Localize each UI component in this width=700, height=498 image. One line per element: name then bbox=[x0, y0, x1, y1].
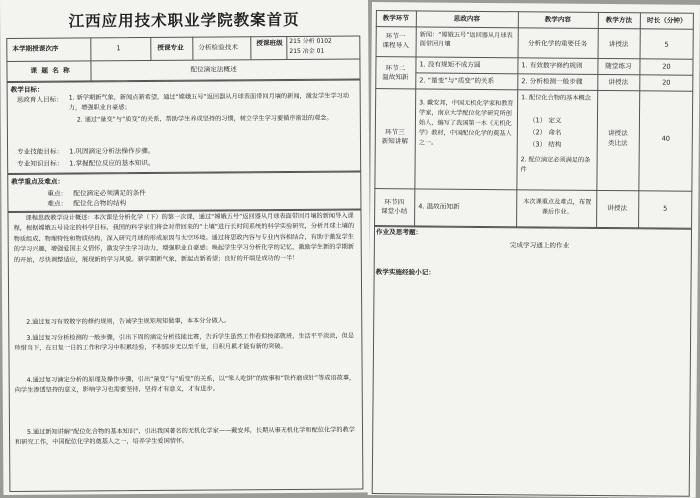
skill-label: 专业技能目标： bbox=[17, 147, 64, 156]
design-paragraph-5: 5.通过新知讲解“配位化合物的基本知识”，引出我国著名的无机化学家——戴安邦，长期从事无机化学和配位化学的教学和研究工作，中国配位化学的奠基人之一，培养学生爱国情怀。 bbox=[15, 426, 355, 447]
key-points-heading: 教学重点及难点： bbox=[11, 177, 65, 186]
header-stage: 教学环节 bbox=[382, 14, 410, 23]
design-paragraph-3: 3.通过复习分析检测的一般步骤，引出下周的滴定分析技能比赛，告诉学生虽然工作看似按部就班，生活平平淡淡，但是珍惜当下，在日复一日的工作和学习中积累经验，不积跬步无以至千里，日积月累才能有新的突破。 bbox=[14, 332, 355, 353]
knowledge-label: 专业知识目标： bbox=[17, 159, 64, 168]
row1-duration: 5 bbox=[664, 40, 669, 49]
row4-method: 讲授法 bbox=[607, 204, 628, 213]
row3-content-item-1: （1） 定义 bbox=[528, 116, 562, 125]
row3-content-title: 1. 配位化合物的基本概念 bbox=[521, 94, 591, 102]
row2-stage: 环节二 温故知新 bbox=[382, 64, 409, 82]
row4-stage: 环节四 课堂小结 bbox=[380, 198, 408, 216]
row2-method-1: 随堂练习 bbox=[605, 62, 632, 71]
row1-method: 讲授法 bbox=[608, 40, 629, 49]
row4-content: 本次课重点及难点，布置课后作业。 bbox=[523, 198, 592, 216]
row1-stage: 环节一 课程导入 bbox=[382, 32, 409, 50]
row2-duration-1: 20 bbox=[662, 62, 671, 71]
design-paragraph-4: 4.通过复习滴定分析的原理及操作步骤，引出“量变”与“质变”的关系，以“笨人吃饼”的故事和“铁杵磨成针”等成语故事，向学生渗透坚持的意义，影响学习也需要坚持，坚持才有意义，才有进步。 bbox=[14, 374, 356, 395]
design-paragraph-1: 课程思政教学设计概述：本次课是分析化学（下）的第一次课，通过“嫦娥五号”返回器从月球表面带回月壤的新闻导入课程，根据嫦娥五号设定的科学目标，我国的科学家们将会对带回来的“土壤”进行长时间系统的科学实验研究，分析月球土壤的物质组成、物理特性和物质结构，深入研究月球的形成原因与太空环境。通过将思政内容与专业内容相结合，有助于激发学生的学习兴趣，增强爱国主义情怀，激发学生学习动力，增强职业自豪感；唤起学生学习分析化学的记忆，激励学生新的学期新的开始，尽快调整适应，展现新的学习风貌。新学期新气象，新起点新希望；良好的开端是成功的一半！ bbox=[13, 212, 355, 264]
row3-stage: 环节三 新知讲解 bbox=[381, 128, 409, 146]
reflection-label: 教学实施经验小记： bbox=[375, 268, 436, 277]
row2-duration-2: 20 bbox=[662, 78, 671, 87]
row4-ideology: 4. 温故而知新 bbox=[418, 202, 460, 211]
key-value: 配位滴定必须满足的条件 bbox=[73, 188, 146, 198]
lesson-order-value: 1 bbox=[116, 44, 121, 53]
topic-label: 课 题 名 称 bbox=[30, 66, 71, 75]
row1-content: 分析化学的重要任务 bbox=[527, 39, 588, 48]
row2-ideology-2: 2. “量变”与“质变”的关系 bbox=[419, 76, 495, 86]
homework-value: 完成学习通上的作业 bbox=[509, 241, 570, 250]
major-value: 分析检验技术 bbox=[198, 43, 238, 52]
class-value-1: 215 分析 0102 bbox=[289, 37, 332, 45]
quality-label: 思政育人目标： bbox=[16, 95, 63, 104]
row4-duration: 5 bbox=[663, 204, 668, 213]
page-title: 江西应用技术职业学院教案首页 bbox=[68, 10, 300, 31]
difficult-value: 配位化合物的结构 bbox=[73, 199, 127, 208]
row3-method: 讲授法 类比法 bbox=[607, 129, 628, 148]
key-label: 重点： bbox=[47, 189, 68, 198]
row1-ideology: 新闻：“嫦娥五号”返回器从月球表面带回月壤 bbox=[419, 31, 513, 48]
header-ideology: 思政内容 bbox=[453, 14, 481, 23]
row3-content-item-2: （2） 命名 bbox=[528, 128, 562, 137]
row2-content-2: 2. 分析检测一般步骤 bbox=[521, 77, 583, 86]
row2-content-1: 1. 有效数字修约规则 bbox=[521, 61, 583, 70]
row3-content-item-3: （3） 结构 bbox=[528, 140, 562, 149]
class-label: 授课班级 bbox=[256, 39, 283, 48]
lesson-order-label: 本学期授课次序 bbox=[12, 44, 59, 53]
quality-objective-2: 2. 通过“量变”与“质变”的关系，帮助学生养成坚持的习惯，树立学生学习要循序渐进的观念。 bbox=[76, 114, 333, 124]
skill-value: 1.巩固滴定分析法操作步骤。 bbox=[69, 146, 155, 156]
knowledge-value: 1.掌握配位反应的基本知识。 bbox=[69, 158, 155, 168]
major-label: 授课专业 bbox=[157, 43, 184, 52]
difficult-label: 难点： bbox=[47, 199, 68, 208]
row3-duration: 40 bbox=[661, 134, 671, 143]
row3-content-2: 2. 配位滴定必须满足的条件 bbox=[520, 156, 591, 174]
design-paragraph-2: 2.通过复习有效数字的修约规则，告诫学生规矩规矩做事，本本分分做人。 bbox=[26, 317, 231, 326]
header-method: 教学方法 bbox=[605, 16, 633, 25]
homework-section bbox=[372, 226, 692, 497]
class-value-2: 215 冶金 01 bbox=[289, 47, 325, 55]
row3-ideology: 3. 戴安邦，中国无机化学家和教育学家，南京大学配位化学研究所创始人，编写了我国第一本《无机化学》教材，中国配位化学的奠基人之一。 bbox=[418, 99, 514, 147]
homework-label: 作业及思考题： bbox=[375, 228, 423, 237]
objectives-heading: 教学目标： bbox=[10, 85, 44, 94]
header-duration: 时长（分钟） bbox=[647, 16, 687, 25]
topic-value: 配位滴定法概述 bbox=[190, 65, 237, 74]
header-content: 教学内容 bbox=[544, 15, 572, 24]
teaching-process-page bbox=[368, 2, 700, 498]
row2-method-2: 讲授法 bbox=[608, 78, 629, 87]
row2-ideology-1: 1. 没有规矩不成方圆 bbox=[419, 60, 481, 69]
quality-objective-1: 1. 新学期新气象，新闻点新希望，通过“嫦娥五号”返回器从月球表面带回月壤的新闻，激发学生学习动力，增强职业自豪感； bbox=[68, 92, 350, 112]
